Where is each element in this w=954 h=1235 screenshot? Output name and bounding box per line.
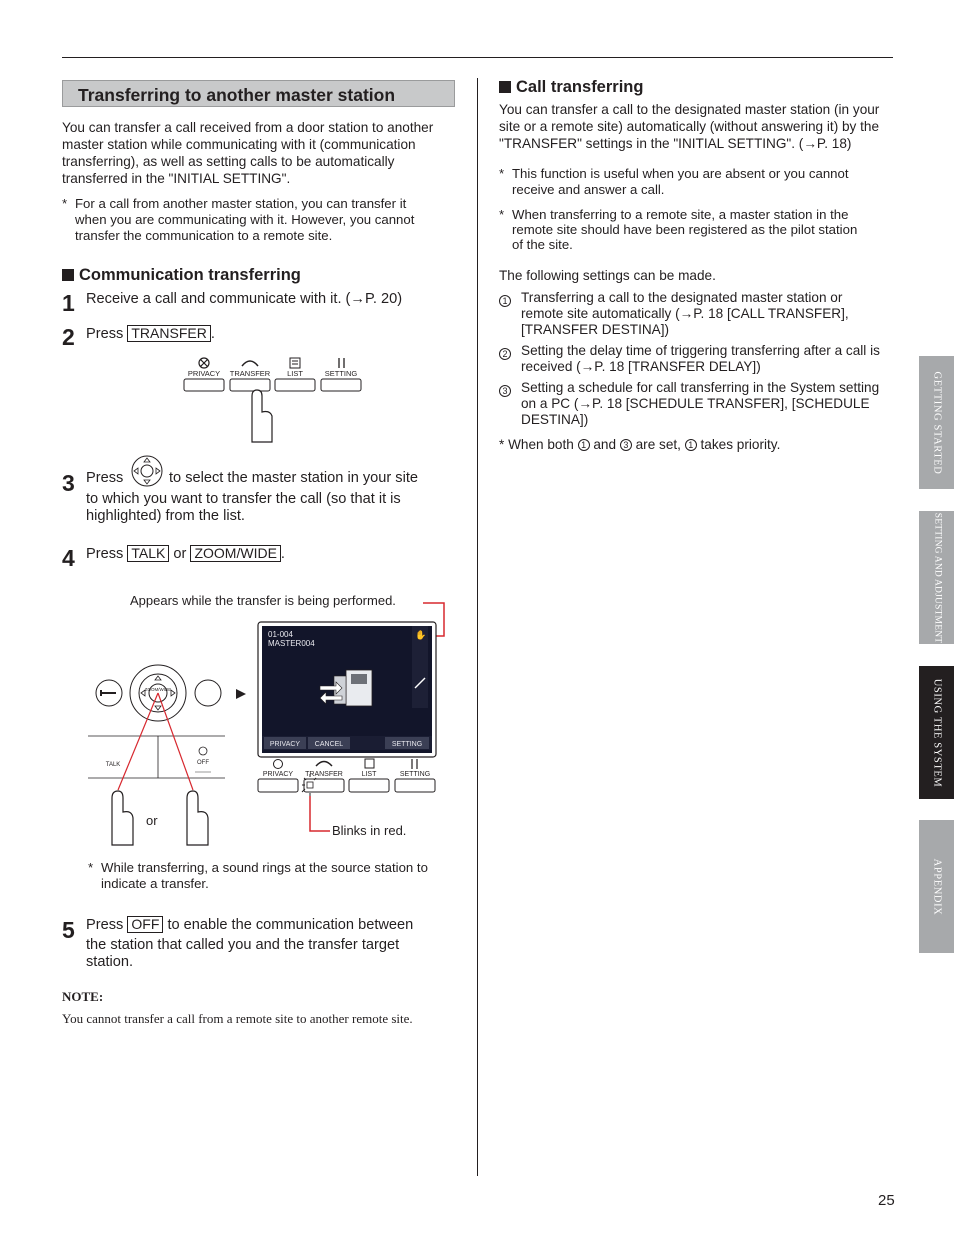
item-3: Setting a schedule for call transferring in the System setting on a PC (→P. 18 [SCHEDULE TRANSFER], [SCHEDULE DESTINA]): [521, 380, 880, 427]
item-2: Setting the delay time of triggering transferring after a call is received (→P. 18 [TRANSFER DELAY]): [521, 343, 880, 374]
step-5-line-1: Press OFF to enable the communication between: [86, 916, 414, 933]
figure-or-label: or: [146, 813, 158, 828]
bullet-square: [499, 81, 511, 93]
list-label: LIST: [287, 369, 303, 378]
item-1-number: 1: [499, 292, 511, 309]
tab-setting-and-adjustment[interactable]: SETTING AND ADJUSTMENT: [919, 511, 954, 644]
call-transfer-intro: You can transfer a call to the designated master station (in your site or a remote site) automatically (without answering it) by the "TRANSFER" settings in the "INITIAL SETTING". (→P. 18): [499, 102, 880, 151]
right-note-1: This function is useful when you are absent or you cannot receive and answer a call.: [512, 166, 849, 197]
setting-label: SETTING: [324, 369, 358, 378]
step-3-line-1: to select the master station in your site: [169, 470, 419, 486]
note-text: You cannot transfer a call from a remote site to another remote site.: [62, 1011, 413, 1026]
step-number-5: 5: [62, 917, 75, 943]
talk-key: TALK: [127, 545, 169, 562]
talk-button-label[interactable]: TALK: [105, 762, 121, 768]
svg-text:LIST: LIST: [361, 771, 377, 778]
off-key: OFF: [127, 916, 163, 933]
list-button-2[interactable]: [349, 759, 389, 792]
intro-paragraph: You can transfer a call received from a door station to another master station while communicating with it (communication transferring), as well as setting calls to be automatically transferred in the "INITIAL SETTING".: [62, 120, 434, 186]
priority-note: * When both 1 and 3 are set, 1 takes priority.: [499, 437, 781, 452]
page-number: 25: [878, 1192, 895, 1209]
call-transferring-heading: Call transferring: [499, 77, 643, 97]
note-asterisk: *: [499, 207, 505, 222]
note-label: NOTE:: [62, 989, 104, 1004]
intro-note: For a call from another master station, you can transfer it when you are communicating with it. However, you cannot transfer the communication to a remote site.: [75, 196, 415, 243]
column-divider: [477, 78, 478, 1176]
step-1-text: Receive a call and communicate with it. (→P. 20): [86, 291, 403, 307]
svg-text:TRANSFER: TRANSFER: [305, 771, 343, 778]
step-3-line-2: to which you want to transfer the call (so that it is: [86, 491, 401, 507]
arrow-right-icon: [236, 689, 246, 699]
screen-soft-privacy: PRIVACY: [269, 741, 301, 748]
step-number-4: 4: [62, 545, 75, 571]
step-5-line-3: station.: [86, 954, 134, 970]
transfer-button[interactable]: [230, 361, 271, 391]
section-header: [62, 80, 455, 107]
following-settings: The following settings can be made.: [499, 268, 716, 283]
svg-text:SETTING: SETTING: [399, 771, 431, 778]
privacy-label: PRIVACY: [187, 369, 221, 378]
privacy-button[interactable]: [184, 358, 224, 391]
bullet-square: [62, 269, 74, 281]
selector-dial-icon[interactable]: [130, 455, 164, 487]
zoom-wide-key: ZOOM/WIDE: [190, 545, 280, 562]
step-number-3: 3: [62, 470, 75, 496]
step-number-1: 1: [62, 290, 75, 316]
right-note-2: When transferring to a remote site, a master station in the remote site should have been registered as the pilot station of the site.: [512, 207, 858, 252]
screen-soft-cancel: CANCEL: [314, 741, 344, 748]
step-number-2: 2: [62, 324, 75, 350]
screen-soft-setting: SETTING: [391, 741, 423, 748]
zoom-button[interactable]: [195, 680, 221, 706]
step-4-text: Press TALK or ZOOM/WIDE .: [86, 545, 285, 562]
step-3-press: Press: [86, 470, 124, 486]
tab-appendix[interactable]: APPENDIX: [919, 820, 954, 953]
talk-hand-icon: [112, 791, 133, 845]
tab-getting-started[interactable]: GETTING STARTED: [919, 356, 954, 489]
blinking-led: [307, 782, 313, 788]
step-2-button-figure: [180, 354, 370, 446]
communication-heading: Communication transferring: [62, 265, 301, 285]
top-rule: [62, 57, 893, 58]
svg-text:PRIVACY: PRIVACY: [262, 771, 294, 778]
item-3-number: 3: [499, 382, 511, 399]
screen-station-name: MASTER004: [268, 639, 315, 648]
transfer-button-2[interactable]: [302, 762, 344, 797]
privacy-button-2[interactable]: [258, 760, 298, 793]
setting-button[interactable]: [321, 358, 361, 391]
item-2-number: 2: [499, 345, 511, 362]
screen-station-number: 01-004: [268, 630, 293, 639]
zoom-hand-icon: [187, 791, 208, 845]
dial-zoom-label: ZOOM/WIDE: [144, 687, 172, 692]
step-2-text: Press TRANSFER .: [86, 325, 215, 342]
pointing-hand-icon: [252, 390, 272, 442]
tab-using-the-system[interactable]: USING THE SYSTEM: [919, 666, 954, 799]
note-asterisk: *: [88, 860, 94, 875]
note-asterisk: *: [499, 166, 505, 181]
item-1: Transferring a call to the designated master station or remote site automatically (→P. 18 [CALL TRANSFER], [TRANSFER DESTINA]): [521, 290, 849, 337]
step-5-line-2: the station that called you and the transfer target: [86, 937, 400, 953]
off-button-label[interactable]: OFF: [197, 760, 209, 766]
step-4-note: While transferring, a sound rings at the source station to indicate a transfer.: [101, 860, 428, 891]
transfer-hand-indicator-icon: ✋: [415, 630, 427, 640]
callout-top-label: Appears while the transfer is being performed.: [130, 593, 396, 608]
step-4-figure: [88, 600, 458, 850]
note-asterisk: *: [62, 196, 68, 211]
setting-button-2[interactable]: [395, 759, 435, 792]
section-title: Transferring to another master station: [78, 85, 396, 105]
transfer-label: TRANSFER: [229, 369, 271, 378]
callout-bottom-label: Blinks in red.: [332, 823, 407, 838]
list-button[interactable]: [275, 358, 315, 391]
transfer-key: TRANSFER: [127, 325, 210, 342]
step-3-line-3: highlighted) from the list.: [86, 508, 245, 524]
